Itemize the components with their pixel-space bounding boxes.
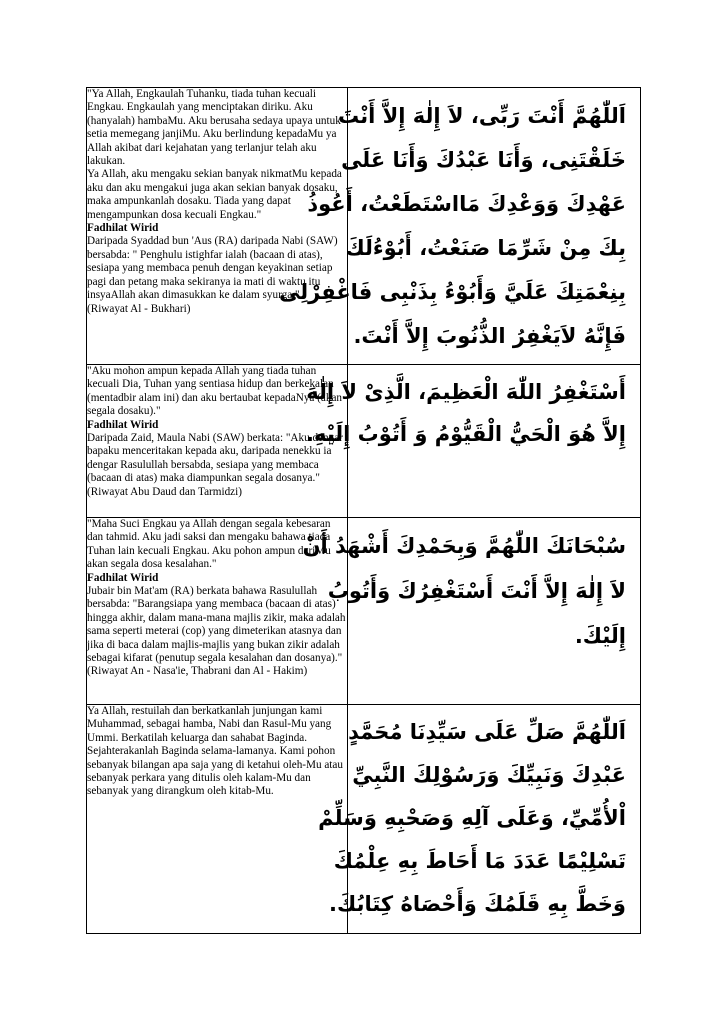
wirid-row-2: [87, 365, 641, 518]
narration-source: (Riwayat Al - Bukhari): [87, 302, 191, 315]
fadhilat-heading: Fadhilat Wirid: [87, 418, 159, 431]
hadith-text: Daripada Zaid, Maula Nabi (SAW) berkata: "Aku dengar bapaku menceritakan kepada aku, daripada nenekku ia dengar Rasulullah bersabda, sesiapa yang membaca (bacaan di atas) maka diampunkan segala dosanya.": [87, 432, 343, 485]
hadith-text: Daripada Syaddad bun 'Aus (RA) daripada Nabi (SAW) bersabda: " Penghulu istighfar ialah (bacaan di atas), sesiapa yang membaca penuh dengan keyakinan setiap pagi dan petang maka sekiranya ia mati di waktu itu insyaAllah akan dimasukkan ke dalam syurga.": [87, 235, 338, 302]
hadith-text: Jubair bin Mat'am (RA) berkata bahawa Rasulullah bersabda: "Barangsiapa yang membaca (bacaan di atas) hingga akhir, dalam mana-mana majlis zikir, maka adalah sama seperti meterai (cop) yang dimeterikan atasnya dan jika di baca dalam majlis-majlis yang bukan zikir adalah sebagai kifarat (penutup segala kesalahan dan dosanya).": [87, 585, 346, 665]
narration-source: (Riwayat An - Nasa'ie, Thabrani dan Al - Hakim): [87, 665, 308, 678]
arabic-line: وَخَطَّ بِهِ قَلَمُكَ وَأَحْصَاهُ كِتَابُكَ.: [329, 892, 626, 916]
arabic-cell: [302, 518, 641, 705]
arabic-line: فَإِنَّهُ لاَيَغْفِرُ الذُّنُوبَ إِلاَّ أَنْتَ.: [353, 324, 626, 348]
wirid-row-3: [87, 518, 641, 705]
translation-cell: [87, 705, 348, 934]
translation-paragraph: Ya Allah, aku mengaku sekian banyak nikmatMu kepada aku dan aku mengakui juga akan sekian banyak dosaku, maka ampunkanlah dosaku. Tiada yang dapat mengampunkan dosa kecuali Engkau.": [87, 168, 342, 221]
fadhilat-heading: Fadhilat Wirid: [87, 222, 159, 235]
arabic-line: عَهْدِكَ وَوَعْدِكَ مَااسْتَطَعْتُ، أَعُوذُ: [307, 192, 626, 216]
wirid-table: [86, 87, 641, 934]
arabic-line: خَلَقْتَنِى، وَأَنَا عَبْدُكَ وَأَنَا عَلَى: [341, 148, 626, 172]
translation-paragraph: "Ya Allah, Engkaulah Tuhanku, tiada tuhan kecuali Engkau. Engkaulah yang menciptakan diriku. Aku (hanyalah) hambaMu. Aku berusaha sedaya upaya untuk setia memegang janjiMu. Aku berlindung kepadaMu ya Allah akibat dari kejahatan yang terlanjur telah aku lakukan.: [87, 88, 341, 168]
arabic-cell: [318, 705, 641, 934]
arabic-line: بِكَ مِنْ شَرِّمَا صَنَعْتُ، أَبُوْءُلَكَ: [345, 236, 626, 260]
arabic-line: إِلَيْكَ.: [574, 624, 626, 648]
arabic-line: عَبْدِكَ وَنَبِيِّكَ وَرَسُوْلِكَ النَّبِيِّ: [352, 763, 626, 787]
narration-source: (Riwayat Abu Daud dan Tarmidzi): [87, 485, 242, 498]
arabic-cell: [279, 88, 641, 365]
arabic-line: اَللّٰهُمَّ صَلِّ عَلَى سَيِّدِنَا مُحَمَّدٍ: [348, 720, 626, 744]
arabic-line: اْلأُمِّيِّ، وَعَلَى آلِهِ وَصَحْبِهِ وَسَلِّمْ: [318, 806, 626, 830]
translation-cell: [87, 88, 348, 365]
fadhilat-heading: Fadhilat Wirid: [87, 571, 159, 584]
wirid-row-1: [87, 88, 641, 365]
arabic-line: تَسْلِيْمًا عَدَدَ مَا أَحَاطَ بِهِ عِلْمُكَ: [333, 849, 626, 873]
translation-paragraph: Ya Allah, restuilah dan berkatkanlah junjungan kami Muhammad, sebagai hamba, Nabi dan Rasul-Mu yang Ummi. Berkatilah keluarga dan sahabat Baginda. Sejahterakanlah Baginda selama-lamanya. Kami pohon sebanyak bilangan apa saja yang di ketahui oleh-Mu atau sebanyak perkara yang ditulis oleh kalam-Mu dan sebanyak yang dirangkum oleh kitab-Mu.: [87, 705, 343, 798]
arabic-line: اَللّٰهُمَّ أَنْتَ رَبِّى، لاَ إِلٰهَ إِلاَّ أَنْتَ: [338, 104, 626, 128]
arabic-line: لاَ إِلٰهَ إِلاَّ أَنْتَ أَسْتَغْفِرُكَ وَأَتُوبُ: [327, 579, 626, 603]
wirid-row-4: [87, 705, 641, 934]
arabic-line: إِلاَّ هُوَ الْحَيُّ الْقَيُّوْمُ وَ أَتُوْبُ إِلَيْهِ.: [306, 422, 626, 446]
arabic-cell: [306, 365, 641, 518]
arabic-line: أَسْتَغْفِرُ اللّٰهَ الْعَظِيمَ، الَّذِىْ لاَ إِلٰهَ: [306, 380, 626, 404]
translation-paragraph: "Maha Suci Engkau ya Allah dengan segala kebesaran dan tahmid. Aku jadi saksi dan mengaku bahawa tiada Tuhan lain kecuali Engkau. Aku pohon ampun dariMu akan segala dosa kesalahan.": [87, 518, 331, 571]
arabic-line: سُبْحَانَكَ اللّٰهُمَّ وَبِحَمْدِكَ أَشْهَدُ أَنْ: [302, 534, 626, 558]
translation-paragraph: "Aku mohon ampun kepada Allah yang tiada tuhan kecuali Dia, Tuhan yang sentiasa hidup dan berkekalan (mentadbir alam ini) dan aku bertaubat kepadaNya (akan segala dosaku).": [87, 365, 343, 418]
arabic-line: بِنِعْمَتِكَ عَلَيَّ وَأَبُوْءُ بِذَنْبِى فَاغْفِرْلِى: [279, 280, 626, 304]
